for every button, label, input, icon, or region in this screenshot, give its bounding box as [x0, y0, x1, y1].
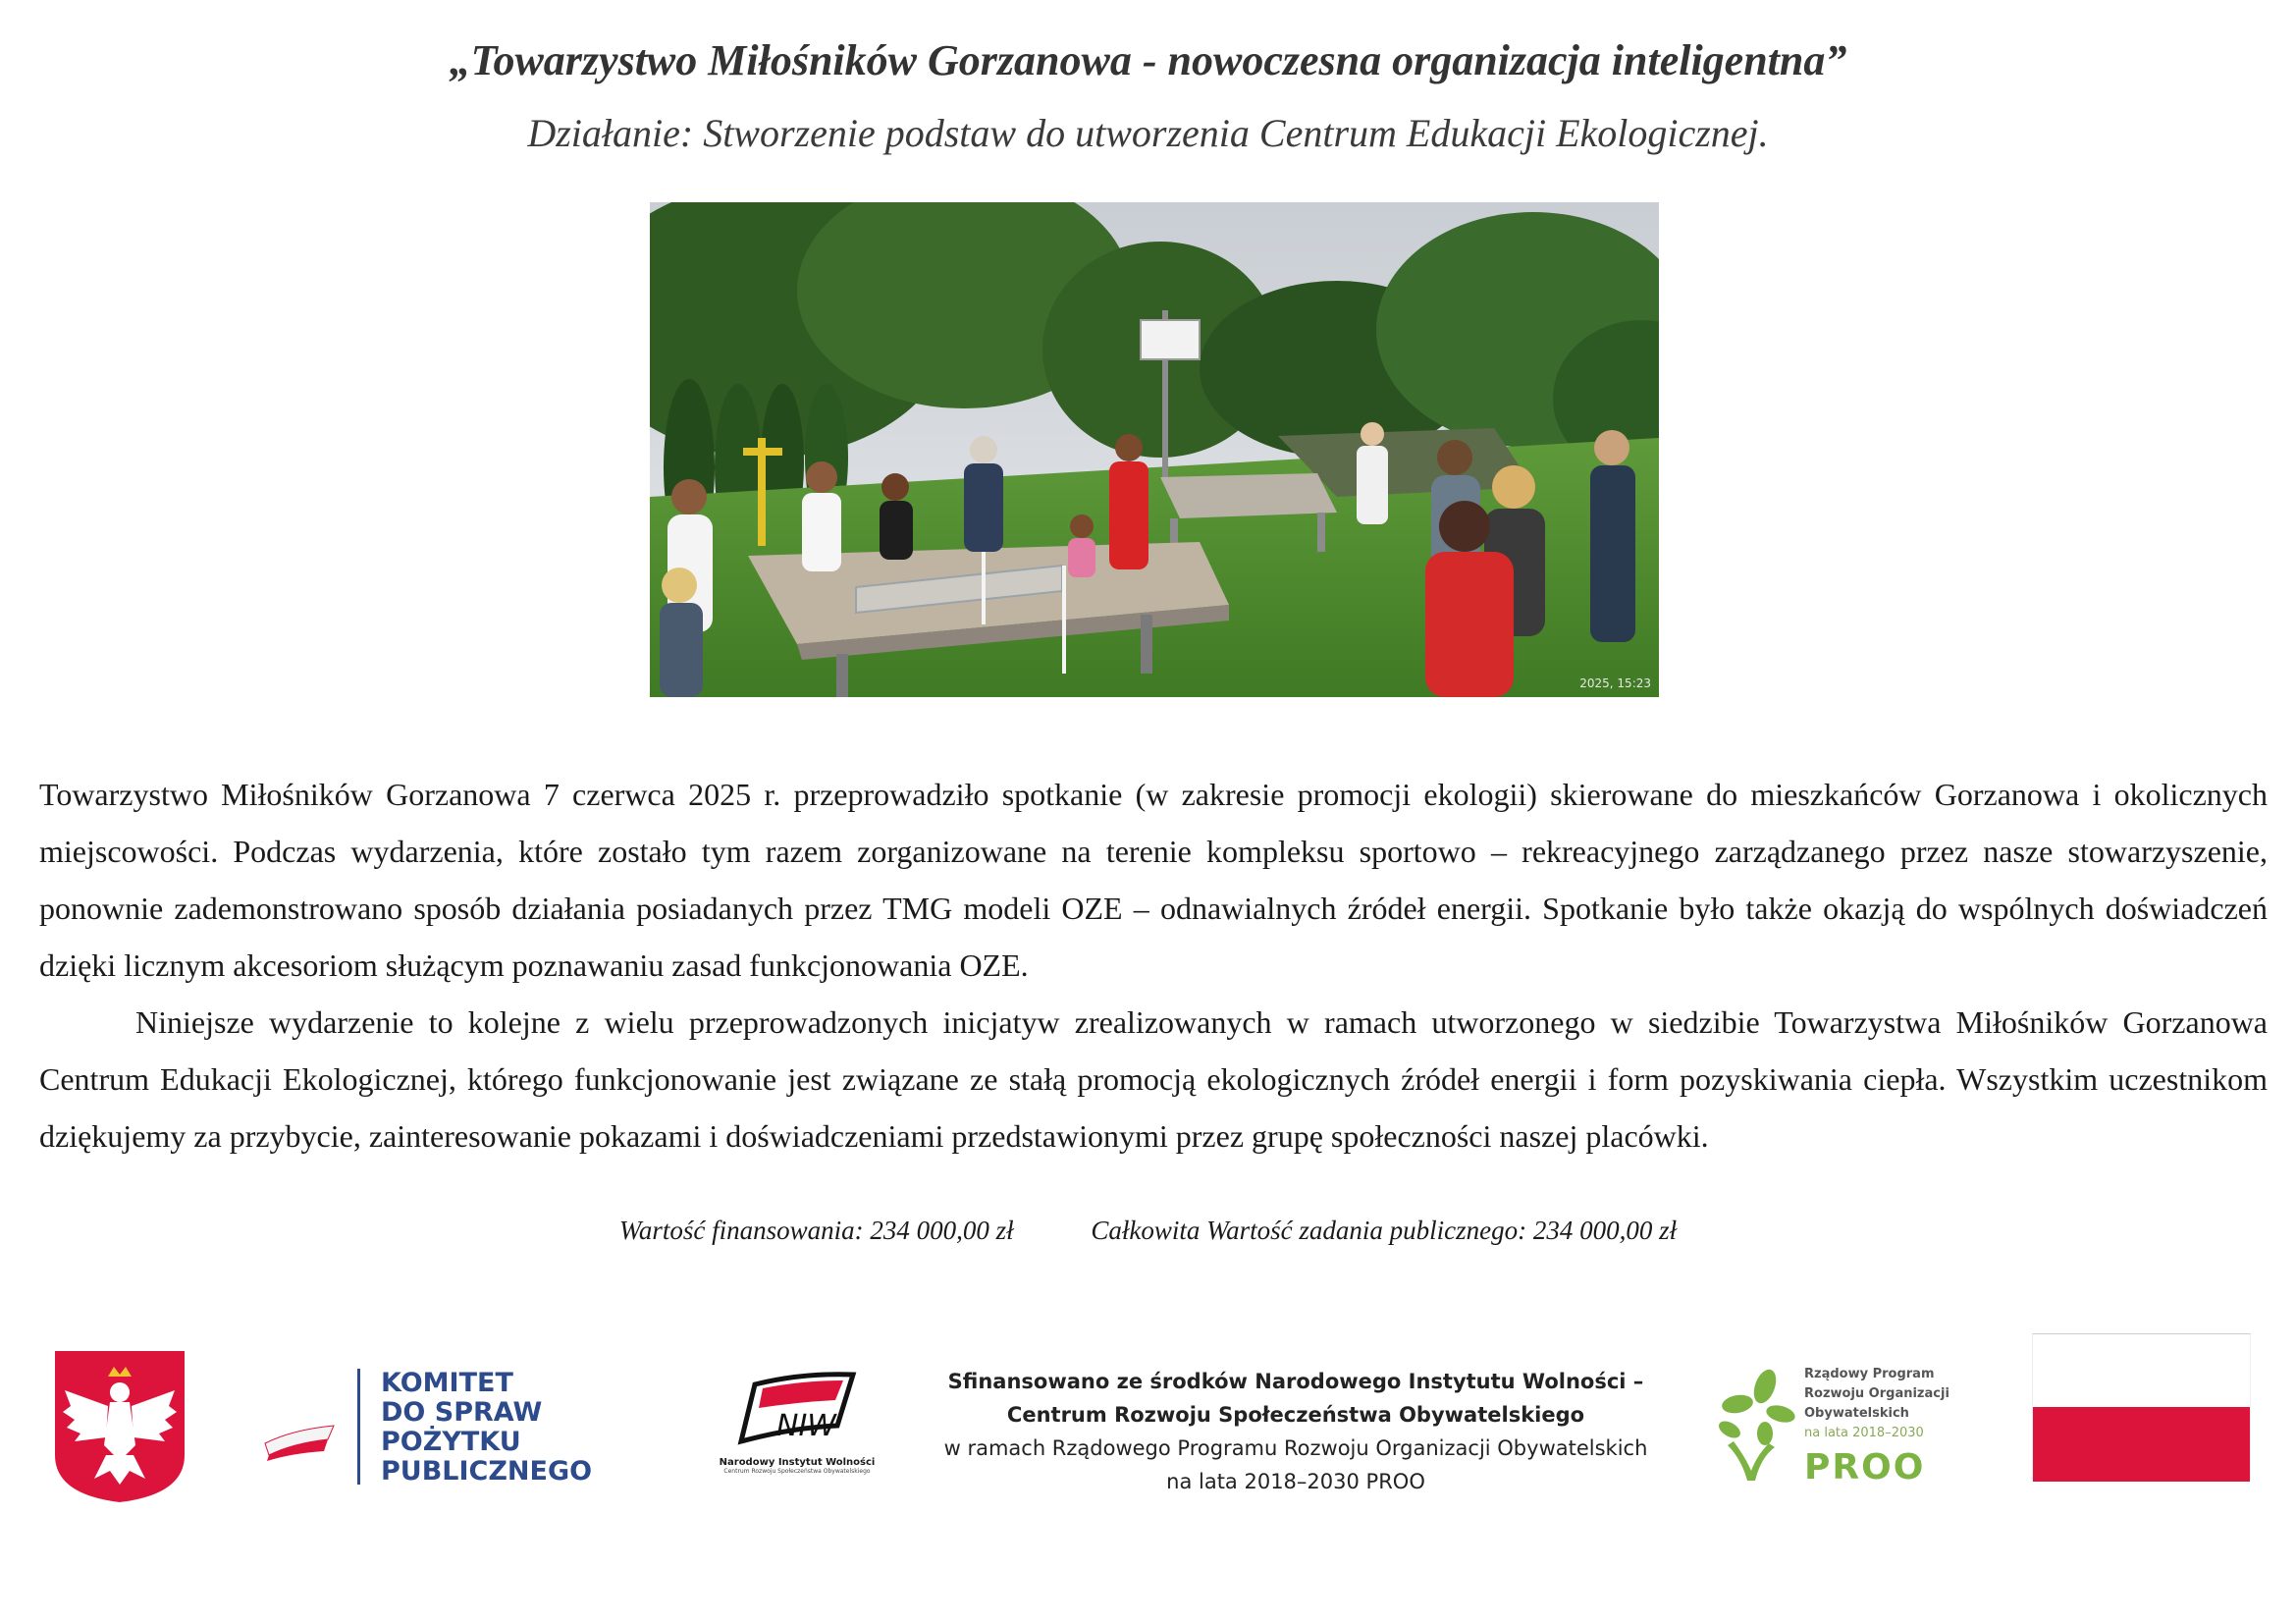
proo-flower-icon — [1708, 1365, 1796, 1483]
document-subtitle: Działanie: Stworzenie podstaw do utworzenia Centrum Edukacji Ekologicznej. — [527, 111, 1769, 155]
document-title: „Towarzystwo Miłośników Gorzanowa - nowoczesna organizacja inteligentna” — [449, 36, 1847, 84]
kpp-logo — [257, 1369, 611, 1496]
event-photo — [650, 202, 1659, 697]
funding-statement: Sfinansowano ze środków Narodowego Instytutu Wolności – Centrum Rozwoju Społeczeństwa Obywatelskiego w ramach Rządowego Programu Rozwoju Organizacji Obywatelskich na lata 2018–2030 PROO — [943, 1370, 1648, 1493]
paragraph: Towarzystwo Miłośników Gorzanowa 7 czerwca 2025 r. przeprowadziło spotkanie (w zakresie promocji ekologii) skierowane do mieszkańców Gorzanowa i okolicznych miejscowości. Podczas wydarzenia, które zostało tym razem zorganizowane na terenie kompleksu sportowo – rekreacyjnego zarządzanego przez nasze stowarzyszenie, ponownie zademonstrowano sposób działania posiadanych przez TMG modeli OZE – odnawialnych źródeł energii. Spotkanie było także okazją do wspólnych doświadczeń dzięki licznym akcesoriom służącym poznawaniu zasad funkcjonowania OZE. — [39, 777, 2268, 983]
svg-text:NIW: NIW — [776, 1409, 836, 1443]
funding-values — [0, 1216, 2296, 1246]
paragraph: Niniejsze wydarzenie to kolejne z wielu przeprowadzonych inicjatyw zrealizowanych w ramach utworzonego w siedzibie Towarzystwa Miłośników Gorzanowa Centrum Edukacji Ekologicznej, którego funkcjonowanie jest związane ze stałą promocją ekologicznych źródeł energii i form pozyskiwania ciepła. Wszystkim uczestnikom dziękujemy za przybycie, zainteresowanie pokazami i doświadczeniami przedstawionymi przez grupę społeczności naszej placówki. — [39, 1004, 2268, 1154]
proo-name: Rządowy Program Rozwoju Organizacji Obywatelskich na lata 2018–2030 — [1804, 1367, 1949, 1440]
proo-acronym: PROO — [1804, 1447, 1926, 1488]
niw-logo: NIW Narodowy Instytut Wolności Centrum Rozwoju Społeczeństwa Obywatelskiego — [709, 1367, 885, 1494]
proo-logo — [1708, 1365, 1953, 1512]
kpp-name: KOMITET DO SPRAW POŻYTKU PUBLICZNEGO — [381, 1368, 593, 1487]
sponsor-logos — [0, 1325, 2296, 1522]
white-red-flag-icon — [263, 1422, 336, 1467]
body-text — [39, 766, 2268, 1164]
financing-value: Wartość finansowania: 234 000,00 zł — [618, 1216, 1014, 1245]
divider — [357, 1369, 360, 1485]
polish-eagle-emblem-icon — [51, 1347, 188, 1504]
polish-flag-icon — [2032, 1333, 2251, 1481]
photo-timestamp: 2025, 15:23 — [1579, 676, 1651, 690]
total-value: Całkowita Wartość zadania publicznego: 234 000,00 zł — [1091, 1216, 1678, 1245]
niw-mark-icon — [733, 1367, 861, 1455]
